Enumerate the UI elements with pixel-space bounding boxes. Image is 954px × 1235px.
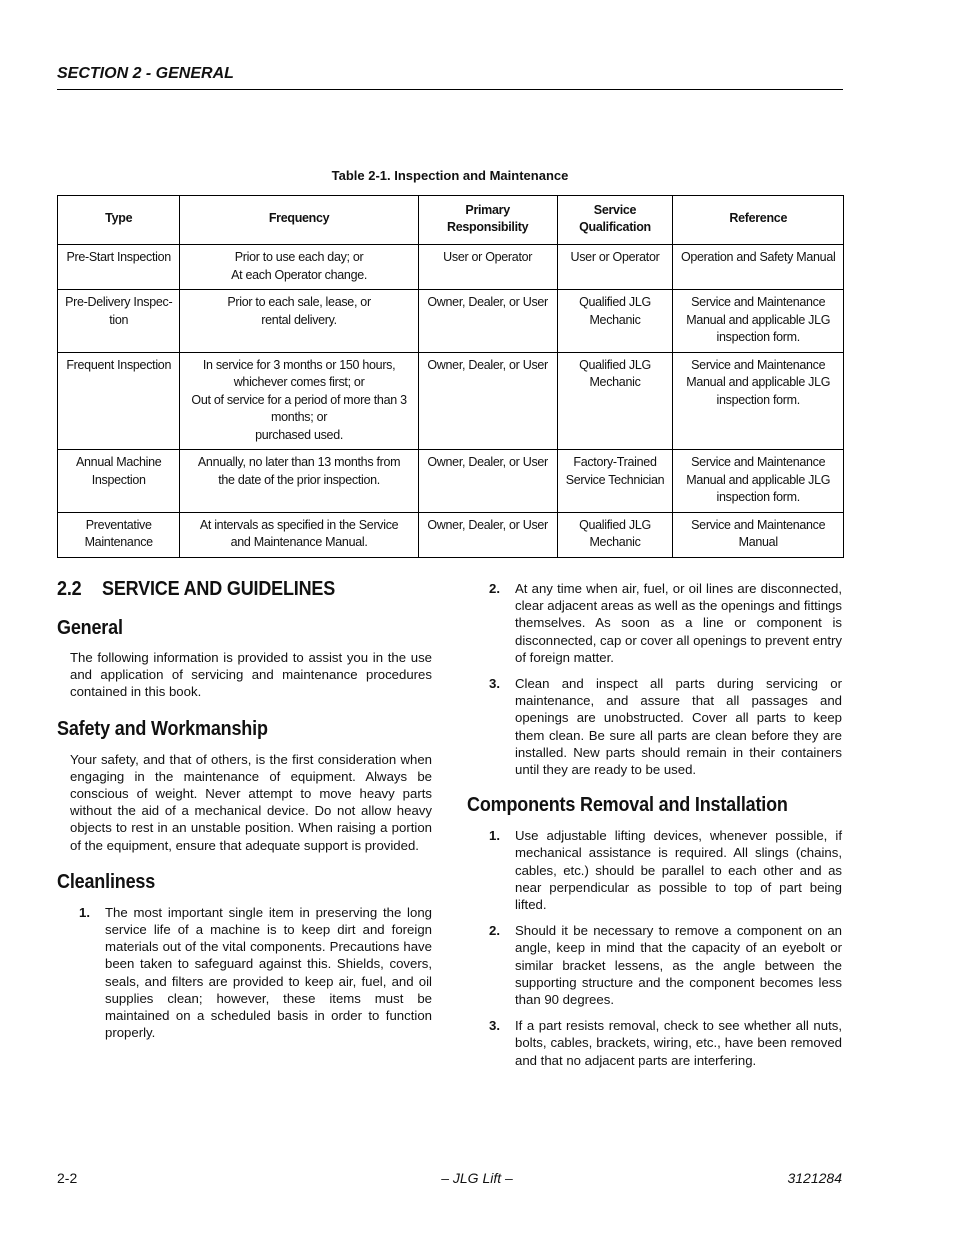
header-primary-responsibility: Primary Responsibility [418, 196, 557, 245]
cell-reference: Operation and Safety Manual [673, 245, 844, 290]
cell-type: Pre-Delivery Inspec- tion [58, 290, 180, 353]
section-number: 2.2 [57, 578, 82, 600]
table-caption: Table 2-1. Inspection and Maintenance [331, 168, 569, 183]
item-number: 1. [489, 828, 500, 844]
item-text: Should it be necessary to remove a component on an angle, keep in mind that the capacity of an eyebolt or similar bracket lessens, as the angle between the supporting structure and the component becomes less than 90 degrees. [515, 923, 842, 1008]
item-number: 2. [489, 581, 500, 596]
item-text: If a part resists removal, check to see whether all nuts, bolts, cables, brackets, wiring, etc., have been removed and that no adjacent parts are interfering. [515, 1018, 842, 1068]
general-text: The following information is provided to assist you in the use and application of servicing and maintenance procedures contained in this book. [70, 650, 432, 700]
item-text: Use adjustable lifting devices, whenever possible, if mechanical assistance is required. All slings (chains, cables, etc.) should be parallel to each other and as near perpendicular as possible to top of part being lifted. [515, 828, 842, 913]
table-row [58, 245, 844, 290]
header-rule [57, 89, 843, 90]
cleanliness-heading: Cleanliness [57, 870, 156, 893]
cell-frequency: In service for 3 months or 150 hours, whichever comes first; or Out of service for a period of more than 3 months; or purchased used. [180, 352, 418, 450]
cell-frequency: Prior to use each day; or At each Operator change. [180, 245, 418, 290]
item-number: 3. [489, 676, 500, 692]
header-service-qualification: Service Qualification [557, 196, 673, 245]
document-number: 3121284 [787, 1170, 842, 1186]
table-row [58, 512, 844, 557]
header-reference: Reference [673, 196, 844, 245]
inspection-maintenance-table [57, 195, 844, 558]
general-heading: General [57, 617, 123, 639]
cell-responsibility: Owner, Dealer, or User [418, 290, 557, 353]
cell-type: Preventative Maintenance [58, 512, 180, 557]
cell-type: Annual Machine Inspection [58, 450, 180, 513]
cell-qualification: Factory-Trained Service Technician [557, 450, 673, 513]
section-title: SERVICE AND GUIDELINES [102, 578, 336, 600]
page-number: 2-2 [57, 1170, 78, 1186]
cell-responsibility: User or Operator [418, 245, 557, 290]
cell-qualification: User or Operator [557, 245, 673, 290]
cell-qualification: Qualified JLG Mechanic [557, 290, 673, 353]
cell-frequency: Prior to each sale, lease, or rental delivery. [180, 290, 418, 353]
safety-heading: Safety and Workmanship [57, 717, 268, 740]
cell-responsibility: Owner, Dealer, or User [418, 512, 557, 557]
cell-qualification: Qualified JLG Mechanic [557, 352, 673, 450]
item-number: 2. [489, 923, 500, 939]
list-item [467, 580, 842, 666]
list-item [467, 827, 842, 913]
item-number: 3. [489, 1018, 500, 1034]
table-row [58, 450, 844, 513]
item-text: At any time when air, fuel, or oil lines are disconnected, clear adjacent areas as well as the openings and fittings themselves. As soon as a line or component is disconnected, cap or cover all openings to prevent entry of foreign matter. [515, 581, 842, 665]
cell-qualification: Qualified JLG Mechanic [557, 512, 673, 557]
item-number: 1. [79, 904, 90, 920]
header-frequency: Frequency [180, 196, 418, 245]
table-header-row [58, 196, 844, 245]
list-item [467, 1017, 842, 1069]
cell-reference: Service and Maintenance Manual and applicable JLG inspection form. [673, 352, 844, 450]
table-row [58, 290, 844, 353]
cell-frequency: Annually, no later than 13 months from the date of the prior inspection. [180, 450, 418, 513]
cell-frequency: At intervals as specified in the Service and Maintenance Manual. [180, 512, 418, 557]
cell-type: Pre-Start Inspection [58, 245, 180, 290]
list-item [467, 922, 842, 1008]
list-item [57, 904, 432, 1042]
cell-responsibility: Owner, Dealer, or User [418, 450, 557, 513]
components-heading: Components Removal and Installation [467, 794, 788, 817]
cell-type: Frequent Inspection [58, 352, 180, 450]
left-column [57, 578, 432, 1041]
table-row [58, 352, 844, 450]
cell-reference: Service and Maintenance Manual [673, 512, 844, 557]
header-type: Type [58, 196, 180, 245]
cell-reference: Service and Maintenance Manual and applicable JLG inspection form. [673, 290, 844, 353]
item-text: The most important single item in preserving the long service life of a machine is to keep dirt and foreign materials out of the vital components. Precautions have been taken to safeguard against this. Shields, covers, seals, and filters are provided to keep air, fuel, and oil supplies clean; however, these items must be maintained on a scheduled basis in order to function properly. [105, 904, 432, 1041]
section-header: SECTION 2 - GENERAL [57, 65, 234, 82]
safety-text: Your safety, and that of others, is the first consideration when engaging in the maintenance of equipment. Always be conscious of weight. Never attempt to move heavy parts without the aid of a mechanical device. Do not allow heavy objects to rest in an unstable position. When raising a portion of the equipment, ensure that adequate support is provided. [70, 751, 432, 853]
list-item [467, 675, 842, 778]
footer-brand: – JLG Lift – [441, 1170, 513, 1186]
right-column [467, 580, 842, 1069]
section-heading [57, 578, 395, 601]
item-text: Clean and inspect all parts during servicing or maintenance, and assure that all passages and openings are unobstructed. Cover all parts to keep them clean. Be sure all parts are clean before they are installed. New parts should remain in their containers until they are ready to be used. [515, 676, 842, 778]
cell-responsibility: Owner, Dealer, or User [418, 352, 557, 450]
cell-reference: Service and Maintenance Manual and applicable JLG inspection form. [673, 450, 844, 513]
